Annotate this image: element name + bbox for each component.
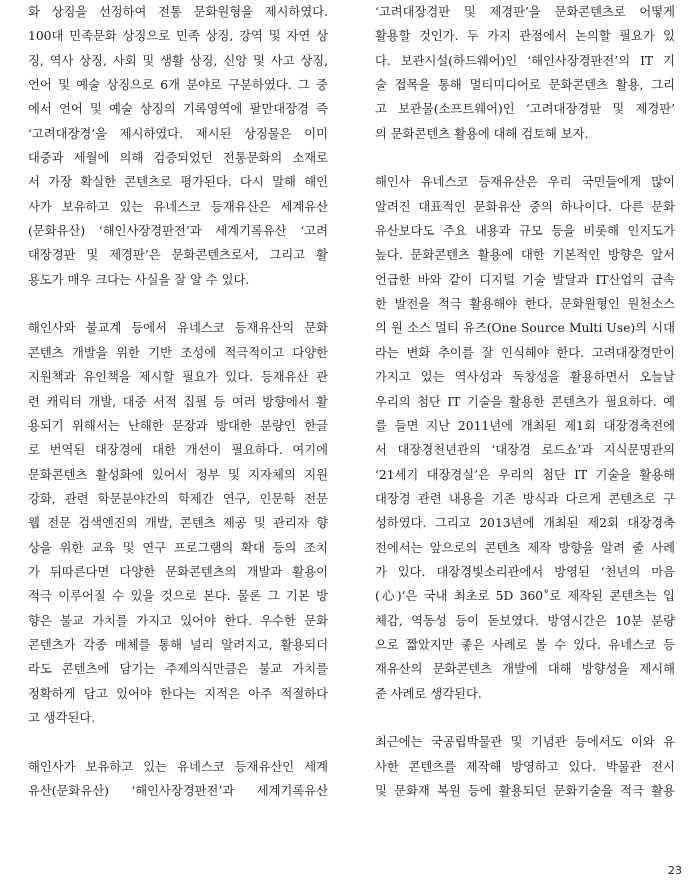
text-line: 해인사가 보유하고 있는 유네스코 등재유산인 세계 <box>28 759 328 774</box>
paragraph-gap <box>375 146 675 170</box>
text-line: 사가 보유하고 있는 유네스코 등재유산은 세계유산 <box>28 199 328 214</box>
text-line: 서 가장 확실한 콘텐츠로 평가된다. 다시 말해 해인 <box>28 175 328 190</box>
text-line: 언어 및 예술 상징으로 6개 분야로 구분하였다. 그 중 <box>28 78 328 93</box>
text-line: 련 캐릭터 개발, 대중 서적 집필 등 여러 방향에서 활 <box>28 394 328 409</box>
paragraph-gap <box>375 706 675 730</box>
text-line: 로 번역된 대장경에 대한 개선이 필요하다. 여기에 <box>28 443 328 458</box>
text-line: (문화유산) ‘해인사장경판전’과 세계기록유산 ‘고려 <box>28 224 328 239</box>
text-line: 대장경판 및 제경판’은 문화콘텐츠로서, 그리고 활 <box>28 248 328 263</box>
text-line: 문화콘텐츠 활성화에 있어서 정부 및 지자체의 지원 <box>28 467 328 482</box>
text-line: 유산(문화유산) ‘해인사장경판전’과 세계기록유산 <box>28 784 328 798</box>
text-line: 준 사례로 생각된다. <box>375 686 482 701</box>
text-line: (心)’은 국내 최초로 5D 360˚로 제작된 콘텐츠는 입 <box>375 589 675 604</box>
text-line: 100대 민족문화 상징으로 민족 상징, 강역 및 자연 상 <box>28 29 328 44</box>
text-line: 해인사 유네스코 등재유산은 우리 국민들에게 많이 <box>375 175 675 190</box>
text-line: 의 원 소스 멀티 유즈(One Source Multi Use)의 시대 <box>375 321 675 336</box>
text-line: 최근에는 국공립박물관 및 기념관 등에서도 이와 유 <box>375 735 675 750</box>
text-line: 전에서는 앞으로의 콘텐츠 제작 방향을 알려 줄 사례 <box>375 540 675 555</box>
text-line: ‘21세기 대장경실’은 우리의 첨단 IT 기술을 활용해 <box>375 467 675 482</box>
text-line: 재유산의 문화콘텐츠 개발에 대해 방향성을 제시해 <box>375 662 675 677</box>
text-line: 지원책과 유인책을 제시할 필요가 있다. 등재유산 관 <box>28 370 328 385</box>
text-line: 해인사와 불교계 등에서 유네스코 등재유산의 문화 <box>28 321 328 336</box>
text-line: 가 있다. 대장경빛소리관에서 방영된 ‘천년의 마음 <box>375 564 675 579</box>
text-line: 고 보관물(소프트웨어)인 ‘고려대장경판 및 제경판’ <box>375 102 675 117</box>
text-line: 정확하게 담고 있어야 한다는 지적은 아주 적절하다 <box>28 686 328 701</box>
text-line: 웹 전문 검색엔진의 개발, 콘텐츠 제공 및 관리자 향 <box>28 516 328 531</box>
text-line: 한 발전을 적극 활용해야 한다. 문화원형인 원천소스 <box>375 297 675 312</box>
text-line: 가 뒤따른다면 다양한 문화콘텐츠의 개발과 활용이 <box>28 564 328 579</box>
text-line: 를 들면 지난 2011년에 개최된 제1회 대장경축전에 <box>375 418 675 433</box>
text-line: 으로 짧았지만 좋은 사례로 볼 수 있다. 유네스코 등 <box>375 637 675 652</box>
text-line: 고 생각된다. <box>28 710 96 725</box>
text-line: 의 문화콘텐츠 활용에 대해 검토해 보자. <box>375 126 589 141</box>
right-text-column <box>375 0 675 803</box>
text-line: 라도 콘텐츠에 담기는 주제의식만큼은 불교 가치를 <box>28 662 328 677</box>
text-line: 체감, 역동성 등이 돋보였다. 방영시간은 10분 분량 <box>375 613 675 628</box>
text-line: ‘고려대장경’을 제시하였다. 제시된 상징물은 이미 <box>28 126 328 141</box>
text-line: 서 대장경천년관의 ‘대장경 로드쇼’과 지식문명관의 <box>375 443 675 458</box>
text-line: 유산보다도 주요 내용과 규모 등을 비롯해 인지도가 <box>375 224 675 239</box>
text-line: 가지고 있는 역사성과 독창성을 활용하면서 오늘날 <box>375 370 675 385</box>
text-line: 높다. 문화콘텐츠 활용에 대한 기본적인 방향은 앞서 <box>375 248 675 263</box>
text-line: 라는 변화 추이를 잘 인식해야 한다. 고려대장경만이 <box>375 345 675 360</box>
paragraph-gap <box>28 730 328 754</box>
text-line: 용되기 위해서는 난해한 문장과 방대한 분량인 한글 <box>28 418 328 433</box>
left-text-column <box>28 0 328 803</box>
text-line: 에서 언어 및 예술 상징의 기록영역에 팔만대장경 즉 <box>28 102 328 117</box>
text-line: ‘고려대장경판 및 제경판’을 문화콘텐츠로 어떻게 <box>375 5 675 19</box>
text-line: 알려진 대표적인 문화유산 중의 하나이다. 다른 문화 <box>375 199 675 214</box>
text-line: 사한 콘텐츠를 제작해 방영하고 있다. 박물관 전시 <box>375 759 675 774</box>
text-line: 성하였다. 그리고 2013년에 개최된 제2회 대장경축 <box>375 516 675 531</box>
text-line: 술 접목을 통해 멀티미디어로 문화콘텐츠 활용, 그리 <box>375 78 675 93</box>
text-line: 강화, 관련 학문분야간의 학제간 연구, 인문학 전문 <box>28 491 328 506</box>
text-line: 활용할 것인가. 두 가지 관점에서 논의할 필요가 있 <box>375 29 675 44</box>
text-line: 상을 위한 교육 및 연구 프로그램의 확대 등의 조치 <box>28 540 328 555</box>
text-line: 및 문화재 복원 등에 활용되던 문화기술을 적극 활용 <box>375 784 675 798</box>
text-line: 대장경 관련 내용을 기존 방식과 다르게 콘텐츠로 구 <box>375 491 675 506</box>
text-line: 다. 보관시설(하드웨어)인 ‘해인사장경판전’의 IT 기 <box>375 53 675 68</box>
text-line: 콘텐츠 개발을 위한 기반 조성에 적극적이고 다양한 <box>28 345 328 360</box>
text-line: 대중과 세월에 의해 검증되었던 전통문화의 소재로 <box>28 151 328 166</box>
text-line: 적극 이루어질 수 있을 것으로 본다. 물론 그 기본 방 <box>28 589 328 604</box>
text-line: 콘텐츠가 각종 매체를 통해 널리 알려지고, 활용되더 <box>28 637 328 652</box>
text-line: 용도가 매우 크다는 사실을 잘 알 수 있다. <box>28 272 250 287</box>
text-line: 향은 불교 가치를 가지고 있어야 한다. 우수한 문화 <box>28 613 328 628</box>
paragraph-gap <box>28 292 328 316</box>
text-line: 화 상징을 선정하여 전통 문화원형을 제시하였다. <box>28 5 328 19</box>
text-line: 우리의 첨단 IT 기술을 활용한 콘텐츠가 필요하다. 예 <box>375 394 675 409</box>
text-line: 언급한 바와 같이 디지털 기술 발달과 IT산업의 급속 <box>375 272 675 287</box>
page-number: 23 <box>668 864 682 877</box>
text-line: 징, 역사 상징, 사회 및 생활 상징, 신앙 및 사고 상징, <box>28 53 328 68</box>
